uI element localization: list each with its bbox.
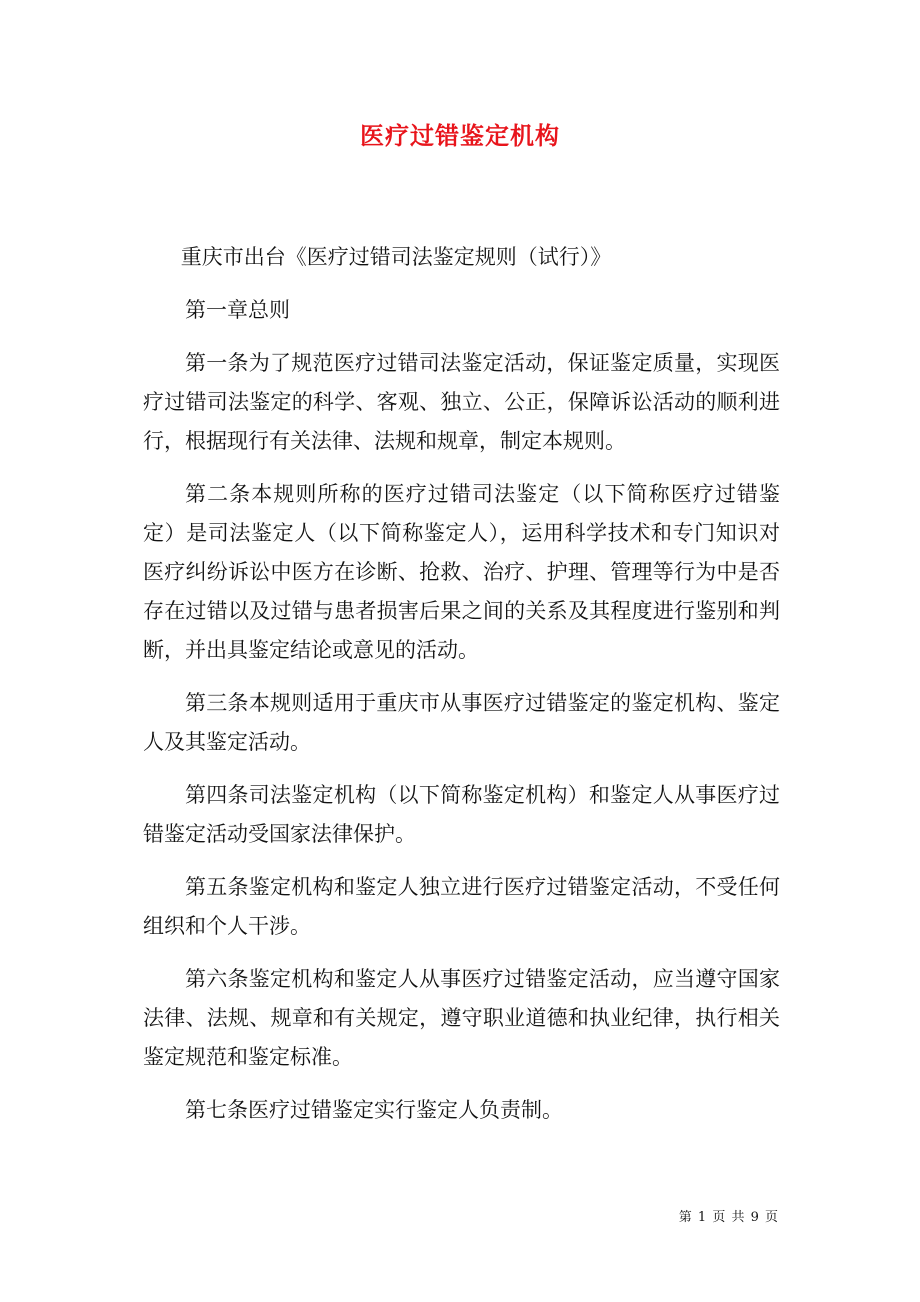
subtitle-paragraph: 重庆市出台《医疗过错司法鉴定规则（试行）》	[180, 245, 612, 269]
article-1-paragraph: 第一条为了规范医疗过错司法鉴定活动，保证鉴定质量，实现医疗过错司法鉴定的科学、客观、独立、公正，保障诉讼活动的顺利进行，根据现行有关法律、法规和规章，制定本规则。	[143, 351, 780, 453]
article-4-paragraph: 第四条司法鉴定机构（以下简称鉴定机构）和鉴定人从事医疗过错鉴定活动受国家法律保护。	[143, 783, 780, 846]
chapter-heading: 第一章总则	[185, 298, 290, 322]
article-2-paragraph: 第二条本规则所称的医疗过错司法鉴定（以下简称医疗过错鉴定）是司法鉴定人（以下简称鉴定人），运用科学技术和专门知识对医疗纠纷诉讼中医方在诊断、抢救、治疗、护理、管理等行为中是否存在过错以及过错与患者损害后果之间的关系及其程度进行鉴别和判断，并出具鉴定结论或意见的活动。	[143, 482, 780, 662]
article-3-paragraph: 第三条本规则适用于重庆市从事医疗过错鉴定的鉴定机构、鉴定人及其鉴定活动。	[143, 691, 780, 754]
document-body	[143, 238, 780, 1144]
document-title: 医疗过错鉴定机构	[360, 121, 560, 150]
article-7-paragraph: 第七条医疗过错鉴定实行鉴定人负责制。	[185, 1098, 563, 1122]
article-6-paragraph: 第六条鉴定机构和鉴定人从事医疗过错鉴定活动，应当遵守国家法律、法规、规章和有关规定，遵守职业道德和执业纪律，执行相关鉴定规范和鉴定标准。	[143, 967, 780, 1069]
article-5-paragraph: 第五条鉴定机构和鉴定人独立进行医疗过错鉴定活动，不受任何组织和个人干涉。	[143, 875, 780, 938]
page-number-footer: 第 1 页 共 9 页	[678, 1210, 779, 1225]
